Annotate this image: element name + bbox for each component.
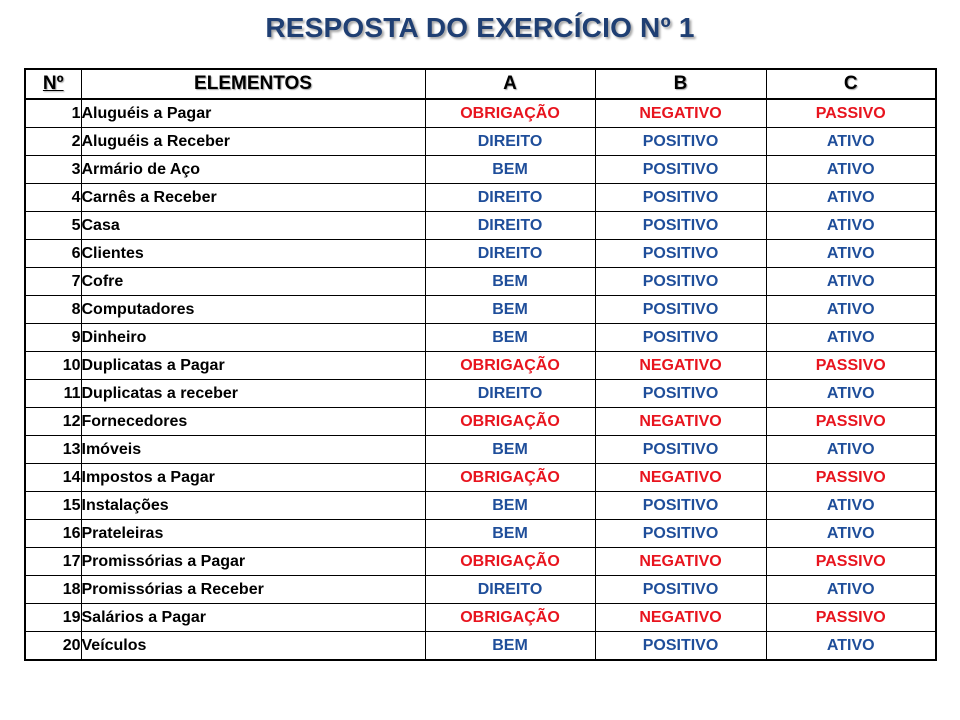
table-row (25, 296, 936, 324)
element-name: Computadores (81, 296, 425, 324)
classification-a: OBRIGAÇÃO (425, 352, 595, 380)
table-row (25, 604, 936, 632)
classification-b: POSITIVO (595, 240, 766, 268)
row-number: 20 (25, 632, 81, 661)
row-number: 17 (25, 548, 81, 576)
classification-c: PASSIVO (766, 99, 936, 128)
element-name: Casa (81, 212, 425, 240)
classification-c: ATIVO (766, 156, 936, 184)
classification-a: BEM (425, 156, 595, 184)
element-name: Veículos (81, 632, 425, 661)
classification-a: DIREITO (425, 184, 595, 212)
classification-c: ATIVO (766, 128, 936, 156)
table-row (25, 240, 936, 268)
classification-c: ATIVO (766, 492, 936, 520)
classification-a: BEM (425, 436, 595, 464)
element-name: Promissórias a Pagar (81, 548, 425, 576)
classification-a: BEM (425, 296, 595, 324)
table-row (25, 352, 936, 380)
row-number: 16 (25, 520, 81, 548)
classification-c: ATIVO (766, 184, 936, 212)
classification-b: NEGATIVO (595, 408, 766, 436)
table-row (25, 520, 936, 548)
row-number: 13 (25, 436, 81, 464)
row-number: 19 (25, 604, 81, 632)
classification-a: BEM (425, 324, 595, 352)
row-number: 9 (25, 324, 81, 352)
element-name: Fornecedores (81, 408, 425, 436)
classification-b: POSITIVO (595, 324, 766, 352)
table-row (25, 548, 936, 576)
header-a: A (425, 69, 595, 99)
classification-c: PASSIVO (766, 548, 936, 576)
classification-a: OBRIGAÇÃO (425, 99, 595, 128)
classification-c: ATIVO (766, 632, 936, 661)
page-title: RESPOSTA DO EXERCÍCIO Nº 1 (265, 12, 695, 43)
classification-a: DIREITO (425, 380, 595, 408)
table-row (25, 436, 936, 464)
classification-b: POSITIVO (595, 156, 766, 184)
element-name: Clientes (81, 240, 425, 268)
row-number: 8 (25, 296, 81, 324)
element-name: Impostos a Pagar (81, 464, 425, 492)
element-name: Duplicatas a receber (81, 380, 425, 408)
table-row (25, 156, 936, 184)
header-number: Nº (25, 69, 81, 99)
classification-c: ATIVO (766, 212, 936, 240)
classification-a: BEM (425, 268, 595, 296)
element-name: Aluguéis a Pagar (81, 99, 425, 128)
classification-b: POSITIVO (595, 520, 766, 548)
classification-a: OBRIGAÇÃO (425, 408, 595, 436)
table-row (25, 324, 936, 352)
classification-c: ATIVO (766, 240, 936, 268)
element-name: Instalações (81, 492, 425, 520)
table-row (25, 380, 936, 408)
answer-table (24, 68, 937, 661)
classification-b: NEGATIVO (595, 464, 766, 492)
element-name: Aluguéis a Receber (81, 128, 425, 156)
classification-b: POSITIVO (595, 436, 766, 464)
classification-c: ATIVO (766, 268, 936, 296)
table-row (25, 99, 936, 128)
classification-a: OBRIGAÇÃO (425, 604, 595, 632)
classification-c: ATIVO (766, 380, 936, 408)
element-name: Armário de Aço (81, 156, 425, 184)
element-name: Prateleiras (81, 520, 425, 548)
row-number: 11 (25, 380, 81, 408)
classification-b: POSITIVO (595, 184, 766, 212)
classification-b: POSITIVO (595, 296, 766, 324)
classification-b: POSITIVO (595, 632, 766, 661)
classification-a: DIREITO (425, 576, 595, 604)
header-c: C (766, 69, 936, 99)
classification-b: POSITIVO (595, 492, 766, 520)
row-number: 18 (25, 576, 81, 604)
row-number: 15 (25, 492, 81, 520)
row-number: 12 (25, 408, 81, 436)
row-number: 10 (25, 352, 81, 380)
classification-c: PASSIVO (766, 352, 936, 380)
element-name: Salários a Pagar (81, 604, 425, 632)
classification-a: DIREITO (425, 240, 595, 268)
classification-c: ATIVO (766, 520, 936, 548)
row-number: 3 (25, 156, 81, 184)
classification-a: OBRIGAÇÃO (425, 548, 595, 576)
classification-b: POSITIVO (595, 268, 766, 296)
classification-b: POSITIVO (595, 380, 766, 408)
classification-c: PASSIVO (766, 604, 936, 632)
table-row (25, 268, 936, 296)
table-row (25, 212, 936, 240)
element-name: Cofre (81, 268, 425, 296)
element-name: Imóveis (81, 436, 425, 464)
classification-b: NEGATIVO (595, 99, 766, 128)
classification-a: BEM (425, 492, 595, 520)
row-number: 2 (25, 128, 81, 156)
table-row (25, 128, 936, 156)
classification-b: POSITIVO (595, 576, 766, 604)
element-name: Promissórias a Receber (81, 576, 425, 604)
element-name: Dinheiro (81, 324, 425, 352)
table-row (25, 464, 936, 492)
table-header-row (25, 69, 936, 99)
table-row (25, 632, 936, 661)
row-number: 6 (25, 240, 81, 268)
element-name: Carnês a Receber (81, 184, 425, 212)
classification-b: NEGATIVO (595, 352, 766, 380)
row-number: 5 (25, 212, 81, 240)
row-number: 14 (25, 464, 81, 492)
table-row (25, 492, 936, 520)
table-body (25, 99, 936, 660)
table-row (25, 184, 936, 212)
classification-c: ATIVO (766, 296, 936, 324)
element-name: Duplicatas a Pagar (81, 352, 425, 380)
classification-b: NEGATIVO (595, 604, 766, 632)
classification-c: ATIVO (766, 576, 936, 604)
classification-a: BEM (425, 632, 595, 661)
classification-a: OBRIGAÇÃO (425, 464, 595, 492)
classification-b: POSITIVO (595, 128, 766, 156)
header-b: B (595, 69, 766, 99)
row-number: 7 (25, 268, 81, 296)
row-number: 1 (25, 99, 81, 128)
classification-a: DIREITO (425, 128, 595, 156)
classification-b: POSITIVO (595, 212, 766, 240)
classification-a: DIREITO (425, 212, 595, 240)
classification-c: PASSIVO (766, 408, 936, 436)
row-number: 4 (25, 184, 81, 212)
classification-c: ATIVO (766, 436, 936, 464)
classification-b: NEGATIVO (595, 548, 766, 576)
table-row (25, 408, 936, 436)
classification-c: ATIVO (766, 324, 936, 352)
header-elementos: ELEMENTOS (81, 69, 425, 99)
table-row (25, 576, 936, 604)
classification-a: BEM (425, 520, 595, 548)
classification-c: PASSIVO (766, 464, 936, 492)
